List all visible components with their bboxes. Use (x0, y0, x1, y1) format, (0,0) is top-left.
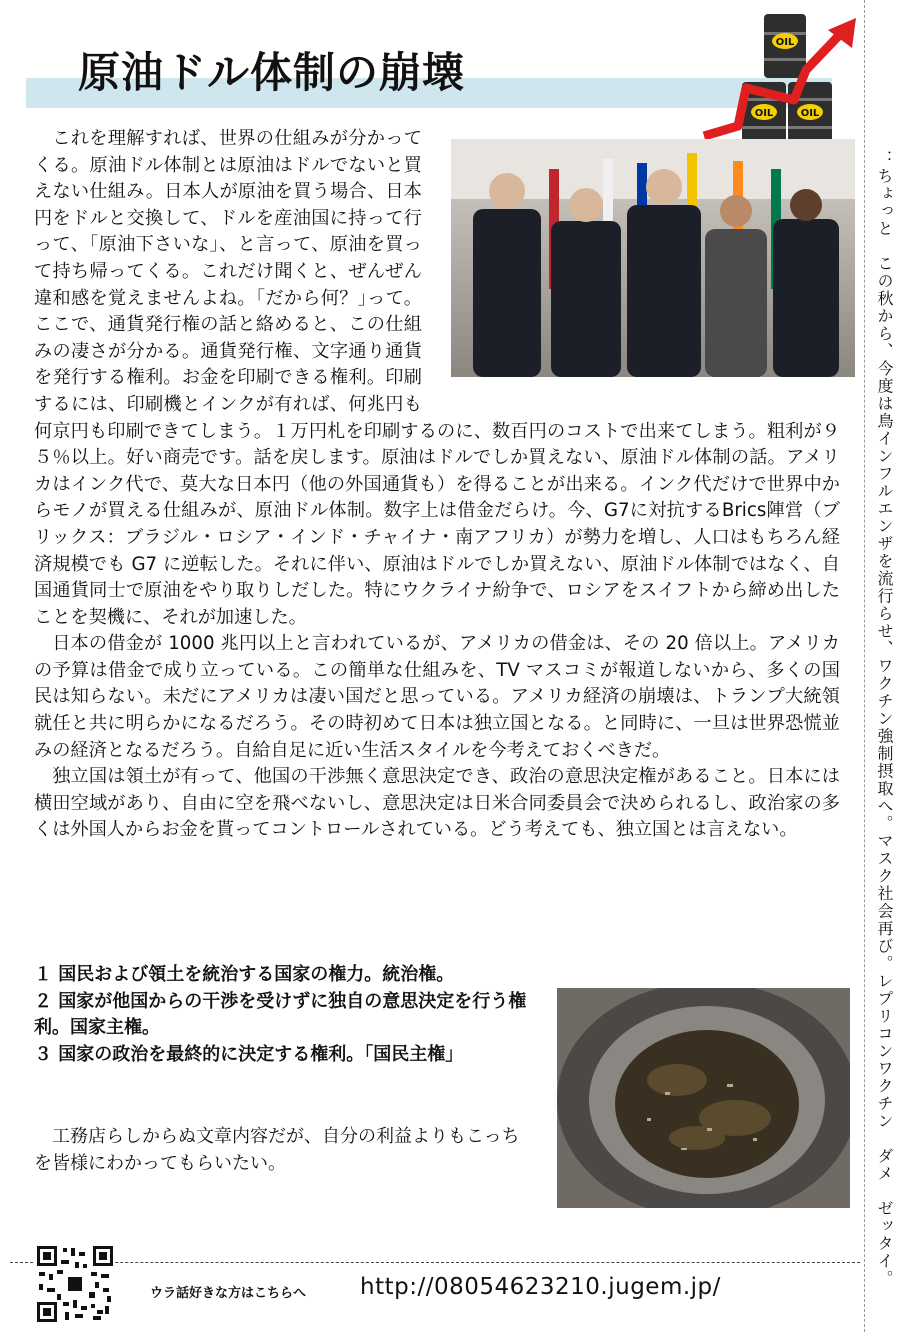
svg-text:OIL: OIL (800, 108, 820, 119)
list-item: １ 国民および領土を統治する国家の権力。統治権。 (34, 964, 455, 985)
list-item: ２ 国家が他国からの干渉を受けずに独自の意思決定を行う権利。国家主権。 (34, 990, 527, 1038)
sovereignty-definitions-list (34, 962, 534, 1068)
oil-barrel-top (764, 14, 806, 78)
closing-remarks (34, 1124, 534, 1177)
qr-code-icon[interactable] (35, 1244, 115, 1324)
tea-leaves-bowl-photo (557, 988, 850, 1208)
list-item: ３ 国家の政治を最終的に決定する権利。｢国民主権｣ (34, 1043, 455, 1065)
side-note-vertical: ：ちょっと この秋から、今度は鳥インフルエンザを流行らせ、ワクチン強制摂取へ。マスク社会再び。レプリコンワクチン ダメ ゼッタイ。 (875, 150, 894, 1288)
paragraph-2: 日本の借金が 1000 兆円以上と言われているが、アメリカの借金は、その 20 倍以上。アメリカの予算は借金で成り立っている。この簡単な仕組みを、TV マスコミが報道しないから、多くの国民は知らない。未だにアメリカは凄い国だと思っている。アメリカ経済の崩壊は、トランプ大統領就任と共に明らかになるだろう。その時初めて日本は独立国となる。と同時に、一旦は世界恐慌並みの経済となるだろう。自給自足に近い生活スタイルを今考えておくべきだ。 (34, 633, 840, 761)
paragraph-1: これを理解すれば、世界の仕組みが分かってくる。原油ドル体制とは原油はドルでないと買えない仕組み。日本人が原油を買う場合、日本円をドルと交換して、ドルを産油国に持って行って、｢原油下さいな｣、と言って、原油を買って持ち帰ってくる。これだけ聞くと、ぜんぜん違和感を覚えませんよね。｢だから何？｣って。ここで、通貨発行権の話と絡めると、この仕組みの凄さが分かる。通貨発行権、文字通り通貨を発行する権利。お金を印刷できる権利。印刷するには、印刷機とインクが有れば、何兆円も何京円も印刷できてしまう。１万円札を印刷するのに、数百円のコストで出来てしまう。粗利が９５％以上。好い商売です。話を戻します。原油はドルでしか買えない、原油ドル体制の話。アメリカはインク代で、莫大な日本円（他の外国通貨も）を得ることが出来る。インク代だけで世界中からモノが買える仕組みが、原油ドル体制。数字上は借金だらけ。今、G7に対抗するBrics陣営（ブリックス：ブラジル・ロシア・インド・チャイナ・南アフリカ）が勢力を増し、人口はもちろん経済規模でも G7 に逆転した。それに伴い、原油はドルでしか買えない、原油ドル体制ではなく、自国通貨同士で原油をやり取りしだした。特にウクライナ紛争で、ロシアをスイフトから締め出したことを契機に、それが加速した。 (34, 128, 840, 628)
page-title: 原油ドル体制の崩壊 (78, 48, 466, 97)
cut-line-vertical (864, 0, 865, 1332)
article-body (34, 126, 840, 844)
paragraph-3: 独立国は領土が有って、他国の干渉無く意思決定でき、政治の意思決定権があること。日本には横田空域があり、自由に空を飛べないし、意思決定は日米合同委員会で決められるし、政治家の多くは外国人からお金を貰ってコントロールされている。どう考えても、独立国とは言えない。 (34, 766, 840, 841)
svg-text:OIL: OIL (754, 108, 774, 119)
blog-url-link[interactable]: http://08054623210.jugem.jp/ (360, 1274, 721, 1300)
closing-paragraph: 工務店らしからぬ文章内容だが、自分の利益よりもこっちを皆様にわかってもらいたい。 (34, 1126, 520, 1174)
footer-divider (10, 1262, 860, 1263)
photo-float-spacer (422, 126, 840, 402)
svg-text:OIL: OIL (775, 37, 795, 48)
footer-label: ウラ話好きな方はこちらへ (150, 1286, 307, 1301)
